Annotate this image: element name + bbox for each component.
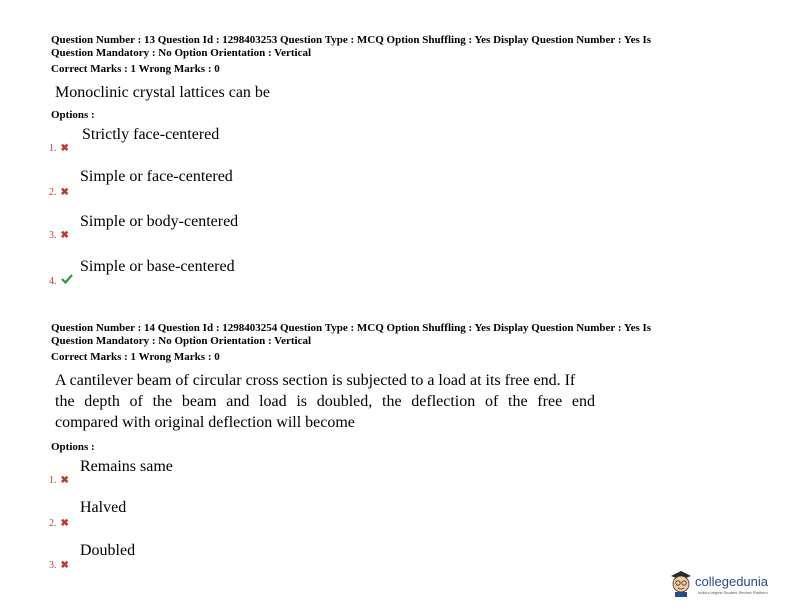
cross-icon: ✖ <box>60 518 69 529</box>
q14-option-1 <box>49 470 69 488</box>
logo-tagline: India's largest Student Review Platform <box>698 590 768 595</box>
q13-header-line1: Question Number : 13 Question Id : 1298403253 Question Type : MCQ Option Shuffling : Yes Display Question Number : Yes Is <box>51 34 652 46</box>
option-number: 2. <box>49 518 57 529</box>
q13-header-line2: Question Mandatory : No Option Orientation : Vertical <box>51 47 312 59</box>
q13-option-1 <box>49 138 69 156</box>
option-number: 3. <box>49 560 57 571</box>
option-number: 2. <box>49 187 57 198</box>
q14-question-line1: A cantilever beam of circular cross section is subjected to a load at its free end. If <box>55 372 576 389</box>
cross-icon: ✖ <box>60 475 69 486</box>
checkmark-icon <box>61 274 73 284</box>
q14-header-line1: Question Number : 14 Question Id : 1298403254 Question Type : MCQ Option Shuffling : Yes Display Question Number : Yes Is <box>51 322 652 334</box>
q13-option-3-text: Simple or body-centered <box>80 213 239 230</box>
option-number: 1. <box>49 143 57 154</box>
q13-marks: Correct Marks : 1 Wrong Marks : 0 <box>51 63 220 75</box>
q14-option-1-text: Remains same <box>80 458 173 475</box>
q14-options-label: Options : <box>51 441 95 453</box>
q13-question-text: Monoclinic crystal lattices can be <box>55 84 271 101</box>
mascot-icon <box>668 568 694 598</box>
q14-option-3 <box>49 555 69 573</box>
q13-option-4-text: Simple or base-centered <box>80 258 235 275</box>
option-number: 1. <box>49 475 57 486</box>
q14-header-line2: Question Mandatory : No Option Orientation : Vertical <box>51 335 312 347</box>
q14-option-2 <box>49 513 69 531</box>
cross-icon: ✖ <box>60 230 69 241</box>
option-number: 3. <box>49 230 57 241</box>
cross-icon: ✖ <box>60 187 69 198</box>
q14-option-2-text: Halved <box>80 499 127 516</box>
q13-option-1-text: Strictly face-centered <box>82 126 220 143</box>
option-number: 4. <box>49 276 57 287</box>
q13-option-3 <box>49 225 69 243</box>
collegedunia-logo <box>668 566 778 602</box>
logo-text: collegedunia <box>695 574 769 589</box>
q14-marks: Correct Marks : 1 Wrong Marks : 0 <box>51 351 220 363</box>
q13-options-label: Options : <box>51 109 95 121</box>
q14-question-line2: the depth of the beam and load is doubled, the deflection of the free end <box>55 393 595 410</box>
q14-option-3-text: Doubled <box>80 542 136 559</box>
q13-option-4 <box>49 271 73 289</box>
q13-option-2-text: Simple or face-centered <box>80 168 233 185</box>
q14-question-line3: compared with original deflection will become <box>55 414 355 431</box>
cross-icon: ✖ <box>60 143 69 154</box>
cross-icon: ✖ <box>60 560 69 571</box>
q13-option-2 <box>49 182 69 200</box>
